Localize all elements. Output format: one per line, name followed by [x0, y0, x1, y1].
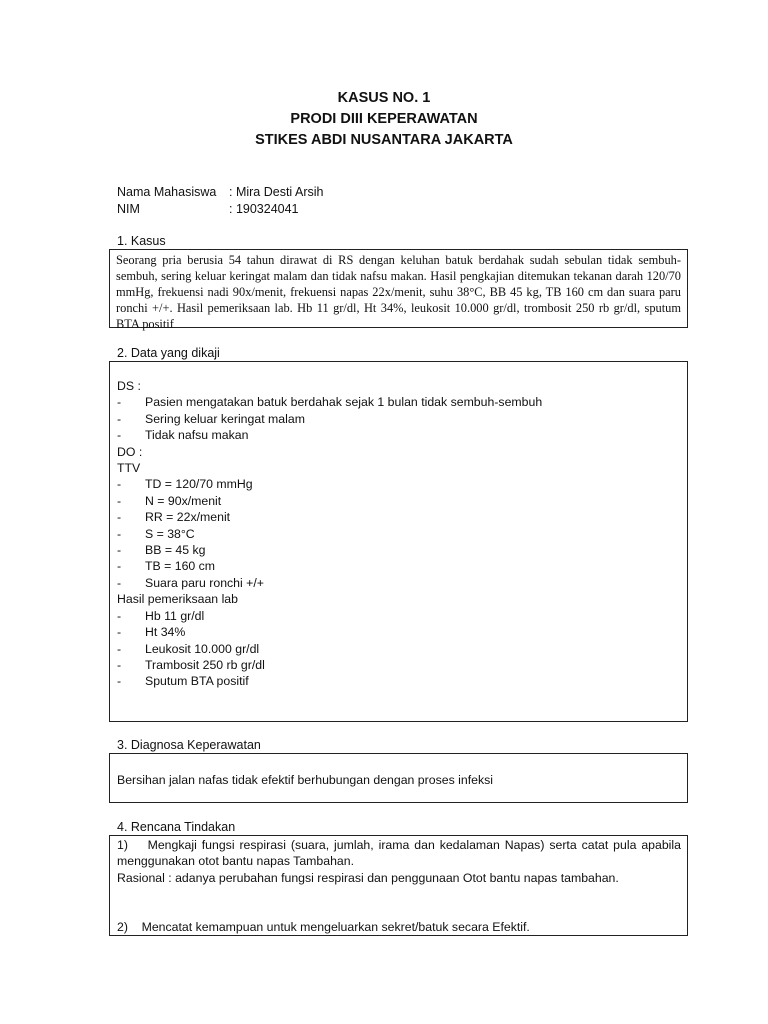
- kasus-text: Seorang pria berusia 54 tahun dirawat di RS dengan keluhan batuk berdahak sudah sebulan tidak sembuh-sembuh, sering keluar keringat malam dan tidak nafsu makan. Hasil pengkajian ditemukan tekanan darah 120/70 mmHg, frekuensi nadi 90x/menit, frekuensi napas 22x/menit, suhu 38°C, BB 45 kg, TB 160 cm dan suara paru ronchi +/+. Hasil pemeriksaan lab. Hb 11 gr/dl, Ht 34%, leukosit 10.000 gr/dl, trombosit 250 rb gr/dl, sputum BTA positif: [116, 253, 681, 331]
- rencana-box: [109, 835, 688, 936]
- ds-item: - Tidak nafsu makan: [117, 428, 249, 443]
- diagnosa-text: Bersihan jalan nafas tidak efektif berhubungan dengan proses infeksi: [117, 773, 493, 787]
- lab-item: - Ht 34%: [117, 625, 186, 640]
- ttv-item: - S = 38°C: [117, 526, 195, 541]
- ds-item: - Sering keluar keringat malam: [117, 411, 305, 426]
- do-label: DO :: [117, 444, 143, 459]
- rencana-rasional: Rasional : adanya perubahan fungsi respirasi dan penggunaan Otot bantu napas tambahan.: [117, 870, 619, 885]
- student-nim-value: : 190324041: [229, 202, 299, 216]
- school-title: STIKES ABDI NUSANTARA JAKARTA: [255, 132, 513, 148]
- ttv-item: - N = 90x/menit: [117, 493, 222, 508]
- student-nim-row: [117, 202, 299, 216]
- ds-item: - Pasien mengatakan batuk berdahak sejak 1 bulan tidak sembuh-sembuh: [117, 395, 543, 410]
- student-name-row: [117, 185, 323, 199]
- section-rencana-label: 4. Rencana Tindakan: [117, 820, 236, 834]
- section-data-label: 2. Data yang dikaji: [117, 346, 220, 360]
- ttv-item: - TB = 160 cm: [117, 559, 216, 574]
- lab-item: - Leukosit 10.000 gr/dl: [117, 641, 260, 656]
- rencana-item-2: 2) Mencatat kemampuan untuk mengeluarkan sekret/batuk secara Efektif.: [117, 920, 530, 935]
- student-nim-label: NIM: [117, 202, 140, 216]
- ttv-item: - RR = 22x/menit: [117, 510, 231, 525]
- ttv-item: - TD = 120/70 mmHg: [117, 477, 253, 492]
- kasus-box: [109, 249, 688, 331]
- student-name-value: : Mira Desti Arsih: [229, 185, 324, 199]
- ttv-item: - Suara paru ronchi +/+: [117, 575, 264, 590]
- section-kasus-label: 1. Kasus: [117, 234, 166, 248]
- ttv-item: - BB = 45 kg: [117, 543, 206, 558]
- lab-item: - Sputum BTA positif: [117, 674, 249, 689]
- ds-label: DS :: [117, 379, 141, 393]
- student-name-label: Nama Mahasiswa: [117, 185, 217, 199]
- lab-label: Hasil pemeriksaan lab: [117, 592, 238, 607]
- ttv-label: TTV: [117, 461, 141, 476]
- lab-item: - Hb 11 gr/dl: [117, 608, 205, 623]
- data-box: [109, 361, 688, 722]
- diagnosa-box: [109, 753, 688, 803]
- program-title: PRODI DIII KEPERAWATAN: [290, 111, 478, 127]
- lab-item: - Trambosit 250 rb gr/dl: [117, 657, 265, 672]
- case-title: KASUS NO. 1: [337, 90, 431, 106]
- section-diagnosa-label: 3. Diagnosa Keperawatan: [117, 738, 261, 752]
- rencana-item-1: 1) Mengkaji fungsi respirasi (suara, jumlah, irama dan kedalaman Napas) serta catat pula apabila menggunakan otot bantu napas Tambahan.: [117, 838, 681, 869]
